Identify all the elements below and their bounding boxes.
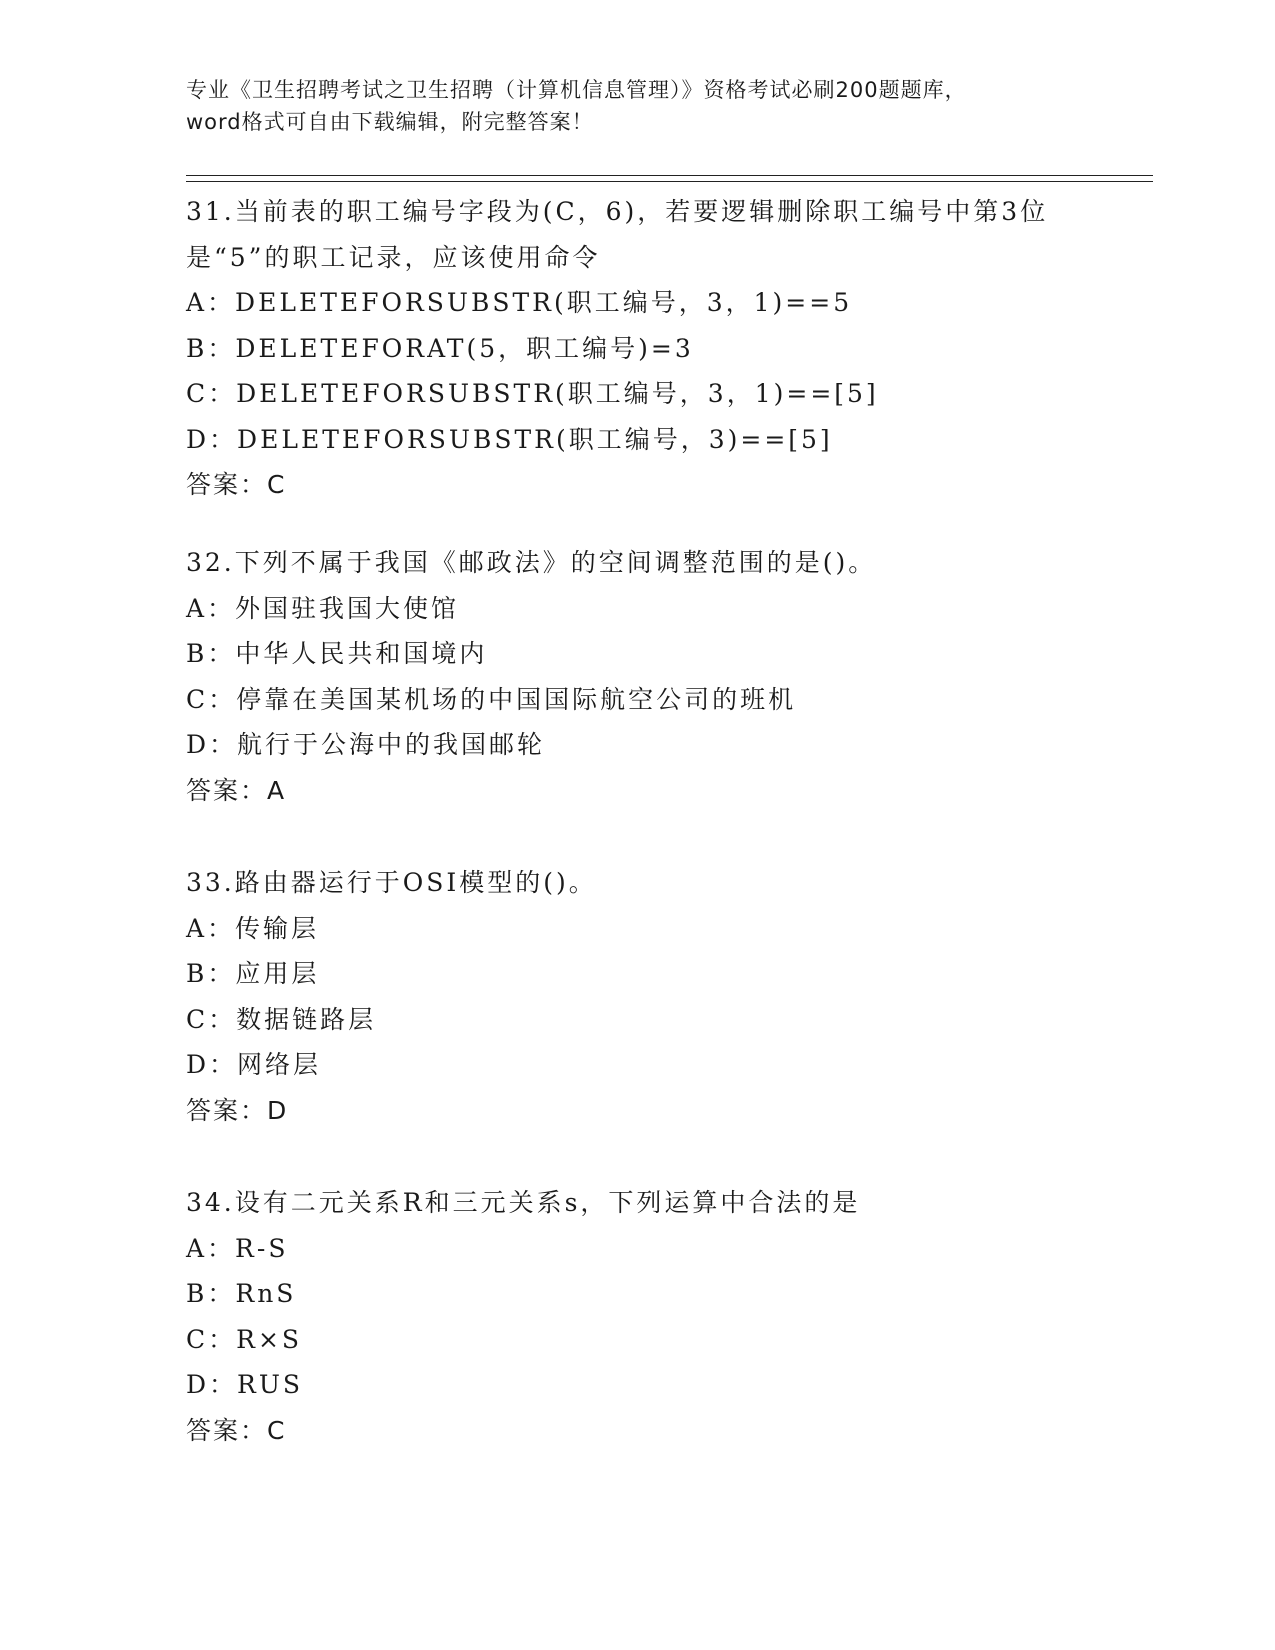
- option-a: A：DELETEFORSUBSTR(职工编号，3，1)==5: [186, 288, 853, 317]
- option-a: A：外国驻我国大使馆: [186, 593, 460, 623]
- option-d: D：航行于公海中的我国邮轮: [186, 730, 546, 759]
- question-stem: 32.下列不属于我国《邮政法》的空间调整范围的是()。: [186, 548, 877, 577]
- header-divider-top: [186, 175, 1153, 176]
- header-title-line-1: 专业《卫生招聘考试之卫生招聘（计算机信息管理）》资格考试必刷200题题库，: [186, 78, 967, 102]
- option-d: D：网络层: [186, 1050, 322, 1079]
- answer-label: 答案：C: [186, 1415, 287, 1445]
- option-b: B：应用层: [186, 959, 320, 988]
- option-d: D：RUS: [186, 1370, 304, 1399]
- option-a: A：R-S: [186, 1233, 289, 1263]
- option-a: A：传输层: [186, 913, 320, 943]
- question-32: [186, 540, 1086, 813]
- option-b: B：中华人民共和国境内: [186, 639, 488, 668]
- option-d: D：DELETEFORSUBSTR(职工编号，3)==[5]: [186, 424, 833, 454]
- question-stem: 是“5”的职工记录，应该使用命令: [186, 242, 601, 272]
- question-stem: 31.当前表的职工编号字段为(C，6)，若要逻辑删除职工编号中第3位: [186, 197, 1049, 226]
- option-c: C：DELETEFORSUBSTR(职工编号，3，1)==[5]: [186, 379, 879, 408]
- answer-label: 答案：C: [186, 470, 287, 499]
- question-33: [186, 860, 1086, 1133]
- document-header: [186, 74, 1086, 138]
- header-title-line-2: word格式可自由下载编辑，附完整答案！: [186, 110, 594, 134]
- question-31: [186, 189, 1086, 508]
- question-stem: 34.设有二元关系R和三元关系s，下列运算中合法的是: [186, 1188, 861, 1217]
- option-c: C：R×S: [186, 1324, 303, 1354]
- answer-label: 答案：D: [186, 1095, 289, 1125]
- option-b: B：DELETEFORAT(5，职工编号)=3: [186, 333, 694, 363]
- option-c: C：数据链路层: [186, 1004, 377, 1034]
- option-c: C：停靠在美国某机场的中国国际航空公司的班机: [186, 684, 797, 714]
- question-34: [186, 1180, 1086, 1453]
- header-divider-bottom: [186, 181, 1153, 182]
- option-b: B：RnS: [186, 1279, 297, 1308]
- answer-label: 答案：A: [186, 775, 287, 805]
- question-stem: 33.路由器运行于OSI模型的()。: [186, 868, 597, 897]
